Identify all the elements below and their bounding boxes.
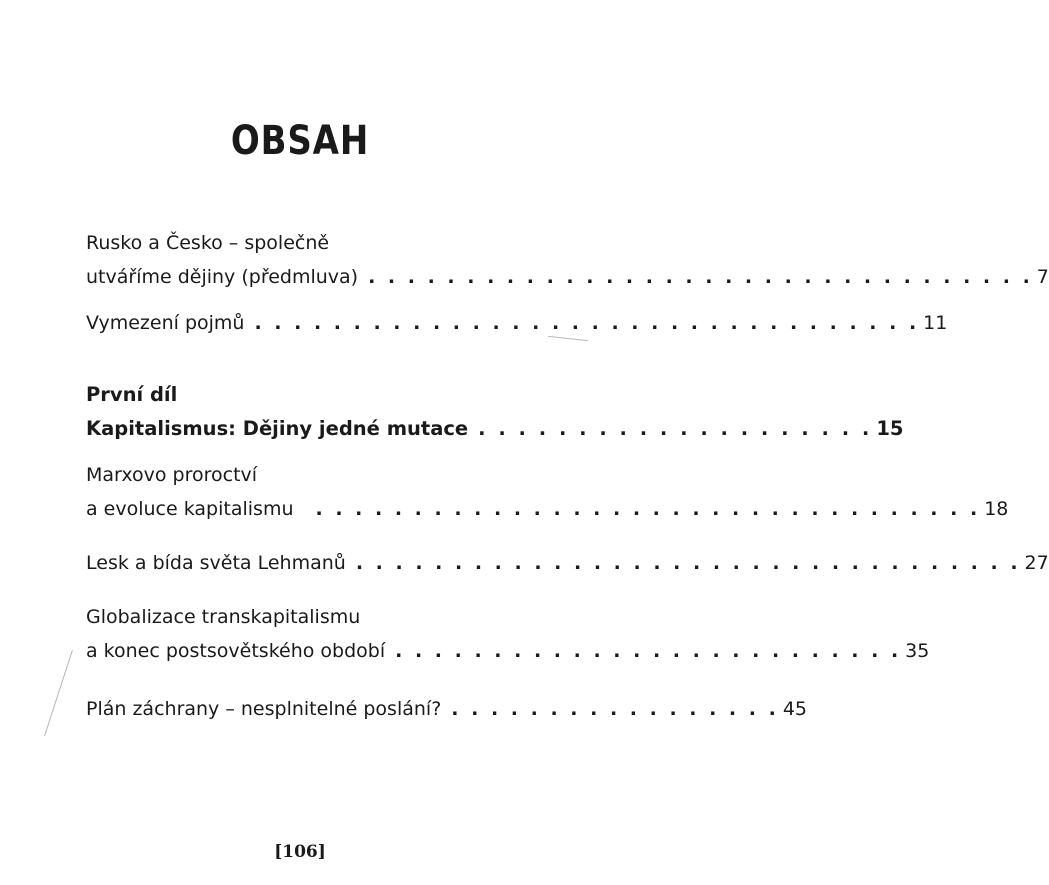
entry-text: a evoluce kapitalismu bbox=[86, 498, 294, 520]
leader-dots: . . . . . . . . . . . . . . . . . . . . bbox=[478, 417, 873, 440]
toc-entry bbox=[86, 226, 1049, 294]
page-number: 18 bbox=[984, 498, 1009, 520]
toc-line bbox=[86, 458, 530, 492]
toc-line bbox=[86, 600, 530, 634]
toc-entry bbox=[86, 546, 1049, 580]
toc-line bbox=[86, 412, 904, 446]
entry-text: Plán záchrany – nesplnitelné poslání? bbox=[86, 698, 442, 720]
toc-line bbox=[86, 378, 530, 412]
leader-dots: . . . . . . . . . . . . . . . . . . . . . . . . . . . . . . . . . . bbox=[315, 498, 981, 520]
toc-line bbox=[86, 546, 1049, 580]
entry-text: a konec postsovětského období bbox=[86, 640, 386, 662]
entry-text: První díl bbox=[86, 383, 178, 406]
entry-text: Marxovo proroctví bbox=[86, 464, 258, 486]
entry-text: Rusko a Česko – společně bbox=[86, 232, 330, 254]
toc-line bbox=[86, 492, 1009, 526]
entry-text: Globalizace transkapitalismu bbox=[86, 606, 361, 628]
page-number-footer: [106] bbox=[274, 842, 326, 862]
entry-text: utváříme dějiny (předmluva) bbox=[86, 266, 359, 288]
scan-mark bbox=[44, 650, 73, 736]
toc-entry bbox=[86, 378, 904, 446]
page-title: OBSAH bbox=[230, 118, 370, 164]
page-number: 45 bbox=[782, 698, 808, 720]
page-number: 11 bbox=[923, 312, 948, 334]
toc-line bbox=[86, 692, 808, 726]
toc-line bbox=[86, 634, 930, 668]
leader-dots: . . . . . . . . . . . . . . . . . . . . . . . . . . . . . . . . . . bbox=[355, 552, 1021, 574]
toc-entry bbox=[86, 692, 808, 726]
page-number: 7 bbox=[1036, 266, 1049, 288]
toc-entry bbox=[86, 458, 1009, 526]
leader-dots: . . . . . . . . . . . . . . . . . . . . . . . . . . . . . . . . . . bbox=[368, 266, 1033, 288]
toc-line bbox=[86, 306, 948, 340]
toc-line bbox=[86, 226, 530, 260]
toc-entry bbox=[86, 600, 930, 668]
leader-dots: . . . . . . . . . . . . . . . . . . . . . . . . . . . . . . . . . . bbox=[254, 312, 920, 334]
entry-text: Vymezení pojmů bbox=[86, 312, 245, 334]
page-number: 27 bbox=[1024, 552, 1049, 574]
entry-text: Lesk a bída světa Lehmanů bbox=[86, 552, 346, 574]
entry-text: Kapitalismus: Dějiny jedné mutace bbox=[86, 417, 469, 440]
page-number: 15 bbox=[876, 417, 904, 440]
page-number: 35 bbox=[905, 640, 930, 662]
leader-dots: . . . . . . . . . . . . . . . . . . . . . . . . . . bbox=[395, 640, 902, 662]
toc-entry bbox=[86, 306, 948, 340]
toc-line bbox=[86, 260, 1049, 294]
leader-dots: . . . . . . . . . . . . . . . . . bbox=[451, 698, 779, 720]
